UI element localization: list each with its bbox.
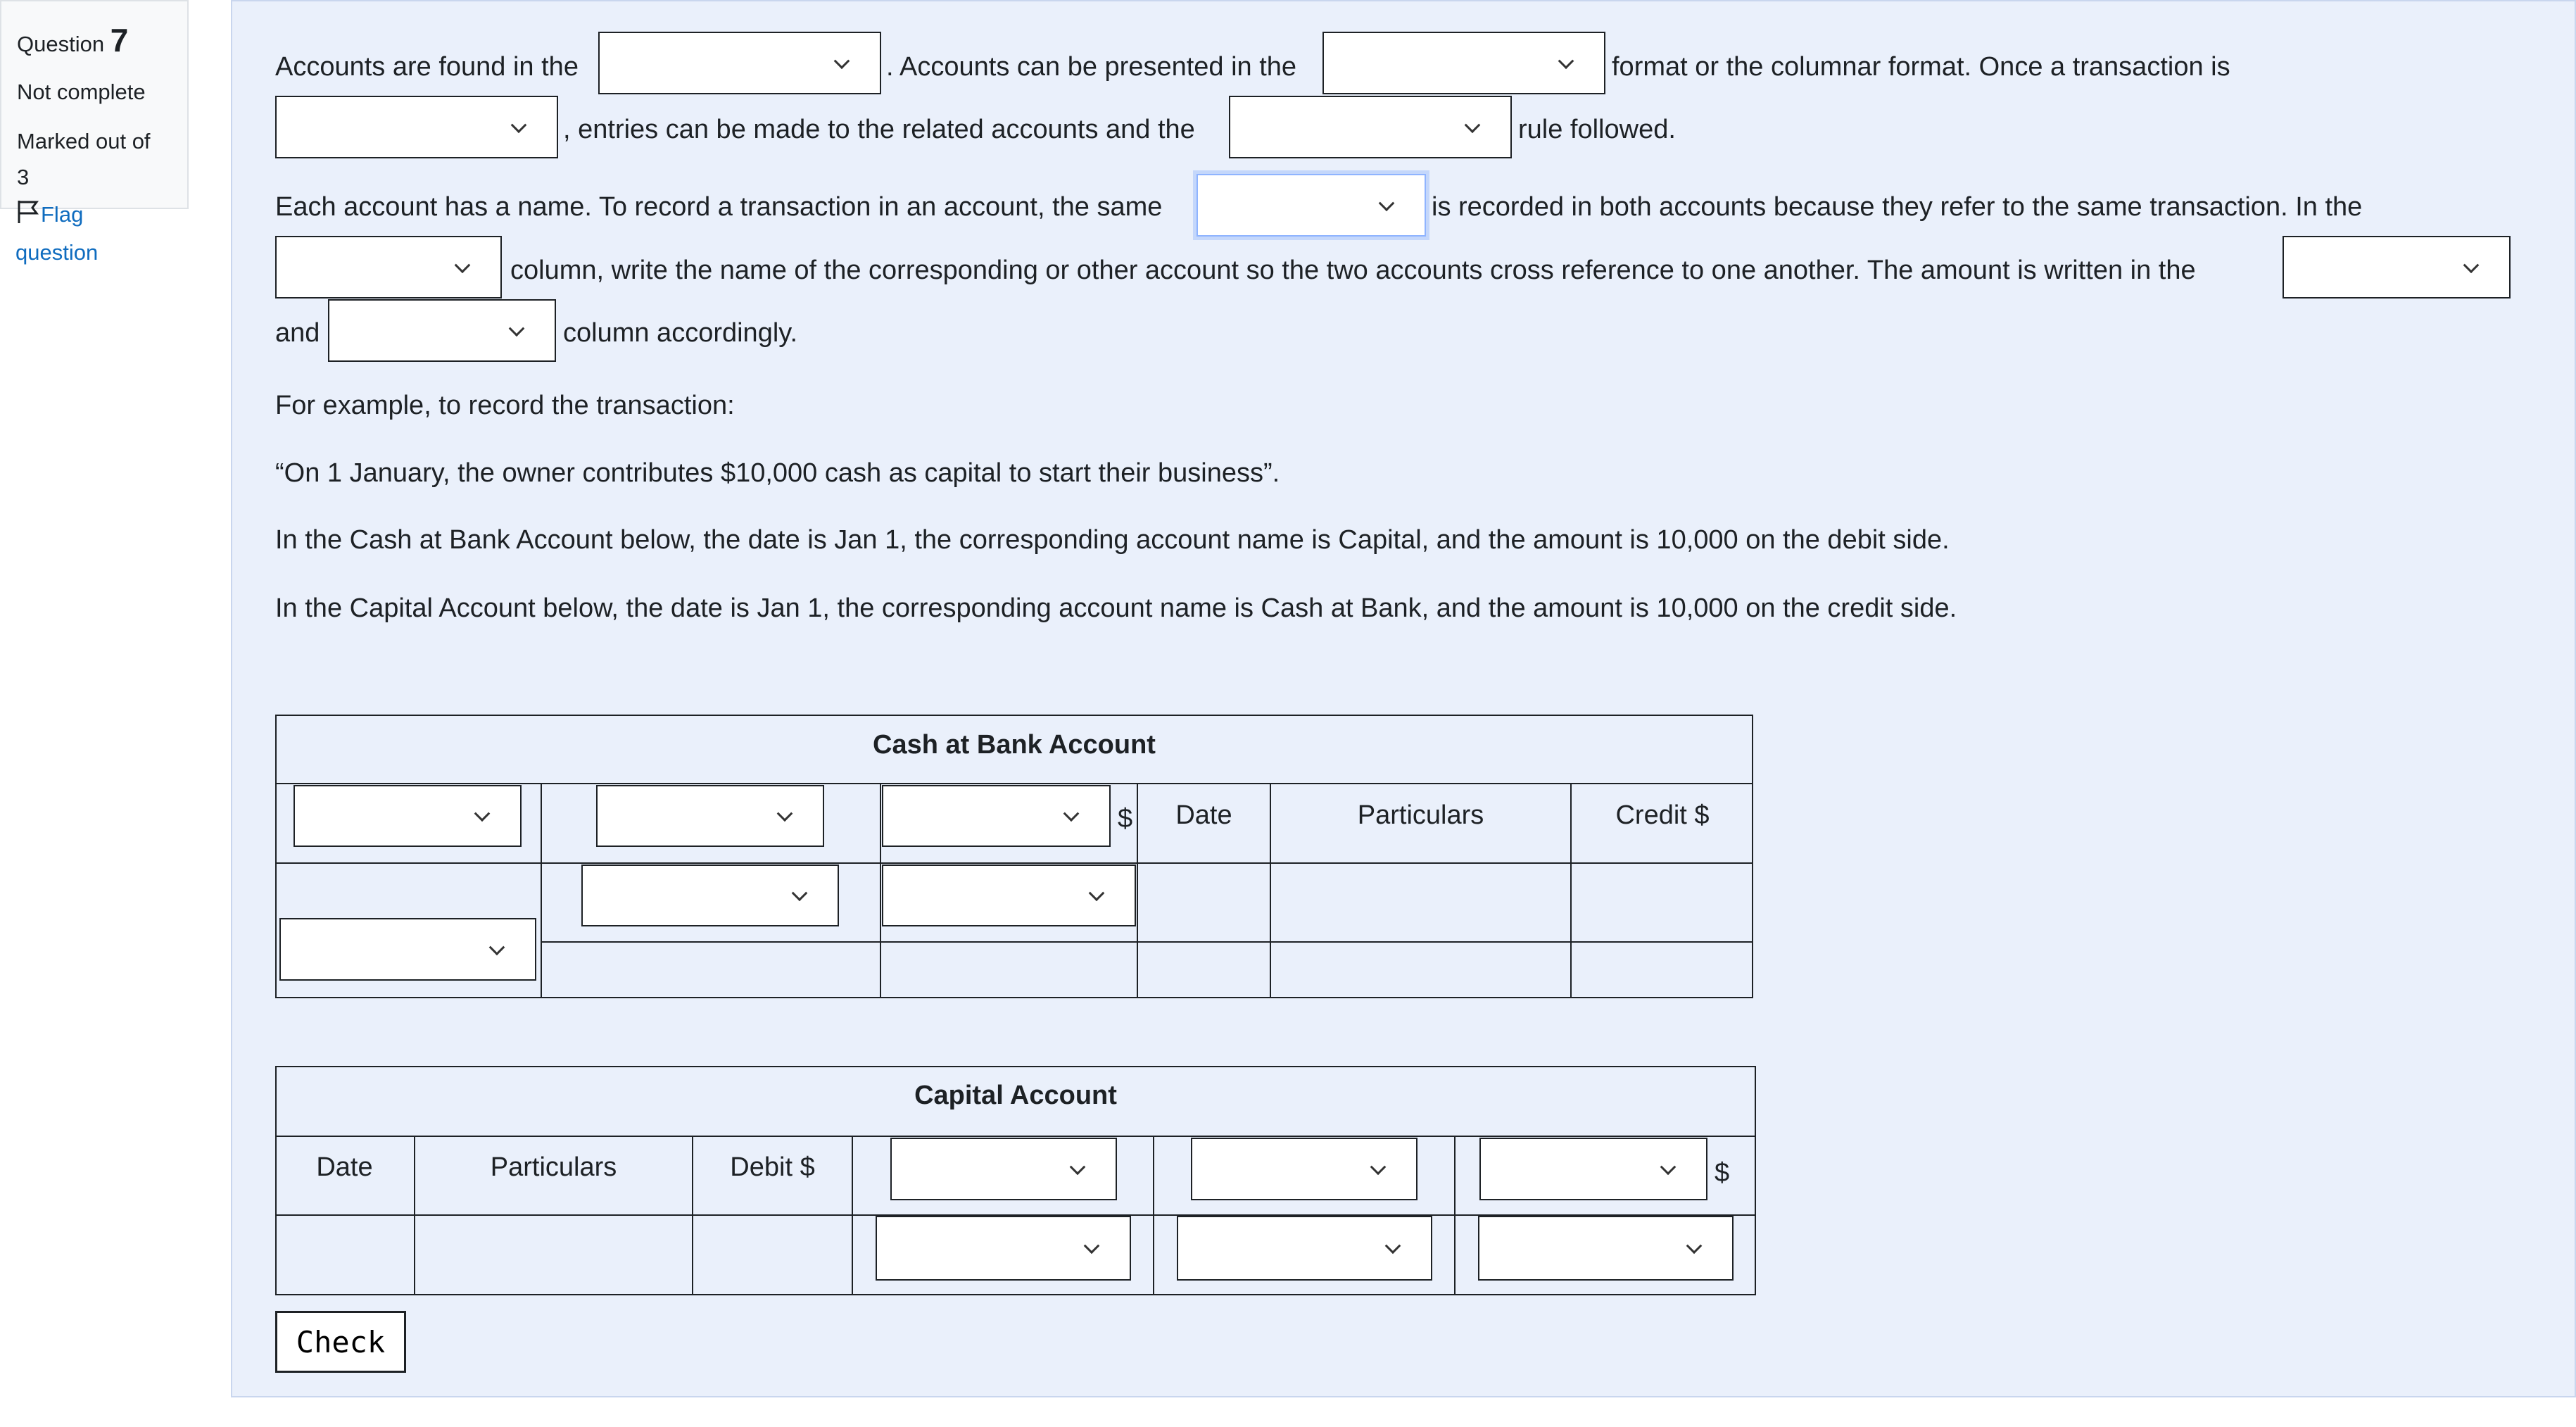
text-and: and <box>275 318 320 348</box>
chevron-down-icon <box>792 885 808 901</box>
capital-dropdown-particulars-header[interactable] <box>1191 1138 1418 1200</box>
text-example-quote: “On 1 January, the owner contributes $10,000 cash as capital to start their business”. <box>275 458 1280 488</box>
flag-label-2: question <box>15 239 99 265</box>
chevron-down-icon <box>509 320 525 337</box>
cash-table-title: Cash at Bank Account <box>873 730 1156 760</box>
text-capital-note: In the Capital Account below, the date is Jan 1, the corresponding account name is Cash at Bank, and the amount is 10,000 on the credit side. <box>275 593 1957 623</box>
chevron-down-icon <box>1465 117 1481 133</box>
question-mark <box>17 123 172 195</box>
cash-dropdown-debit-header[interactable] <box>882 785 1111 847</box>
cash-dollar-sign: $ <box>1118 804 1133 834</box>
chevron-down-icon <box>1660 1159 1677 1175</box>
cash-dropdown-particulars-header[interactable] <box>596 785 824 847</box>
cash-table-rule <box>880 783 881 998</box>
question-state: Not complete <box>17 80 146 105</box>
marked-label: Marked out of <box>17 129 151 154</box>
capital-table-rule <box>275 1136 1756 1137</box>
capital-particulars-header: Particulars <box>490 1152 617 1182</box>
text-cash-note: In the Cash at Bank Account below, the date is Jan 1, the corresponding account name is Capital, and the amount is 10,000 on the debit side. <box>275 525 1950 555</box>
cash-credit-particulars-header: Particulars <box>1357 800 1484 830</box>
text-columnar-format: format or the columnar format. Once a transaction is <box>1612 52 2230 82</box>
capital-dropdown-date-entry[interactable] <box>876 1216 1131 1281</box>
text-accounts-found: Accounts are found in the <box>275 52 579 82</box>
dropdown-entry-rule[interactable] <box>1229 96 1512 158</box>
capital-table-rule <box>1153 1136 1154 1295</box>
chevron-down-icon <box>511 117 527 133</box>
question-number-value: 7 <box>110 22 129 58</box>
flag-icon <box>15 199 41 235</box>
dropdown-column-name[interactable] <box>275 236 502 298</box>
capital-table-title: Capital Account <box>914 1081 1117 1110</box>
chevron-down-icon <box>474 805 491 822</box>
chevron-down-icon <box>777 805 793 822</box>
text-rule-followed: rule followed. <box>1518 115 1676 144</box>
check-button[interactable]: Check <box>275 1311 406 1373</box>
cash-credit-amount-header: Credit $ <box>1615 800 1710 830</box>
chevron-down-icon <box>1370 1159 1387 1175</box>
capital-dropdown-amount-entry[interactable] <box>1478 1216 1734 1281</box>
chevron-down-icon <box>1084 1238 1100 1254</box>
capital-date-header: Date <box>316 1152 373 1182</box>
cash-dropdown-particulars-entry[interactable] <box>581 865 839 926</box>
cash-credit-date-header: Date <box>1175 800 1232 830</box>
text-corresponding-account: column, write the name of the corresponding or other account so the two accounts cross reference to one another. The amount is written in the <box>510 256 2196 285</box>
chevron-down-icon <box>455 257 471 273</box>
chevron-down-icon <box>1063 805 1080 822</box>
chevron-down-icon <box>1558 53 1574 69</box>
dropdown-account-format[interactable] <box>1322 32 1605 94</box>
flag-question-link[interactable] <box>15 197 156 270</box>
dropdown-amount-column-1[interactable] <box>2283 236 2511 298</box>
cash-dropdown-amount-entry[interactable] <box>882 865 1136 926</box>
capital-debit-header: Debit $ <box>730 1152 815 1182</box>
chevron-down-icon <box>1089 885 1105 901</box>
chevron-down-icon <box>2463 257 2480 273</box>
capital-dollar-sign: $ <box>1715 1158 1730 1188</box>
question-info-panel <box>0 0 189 209</box>
dropdown-transaction-state[interactable] <box>275 96 558 158</box>
text-entries-made: , entries can be made to the related accounts and the <box>563 115 1195 144</box>
text-each-account: Each account has a name. To record a transaction in an account, the same <box>275 192 1163 222</box>
cash-dropdown-date-header[interactable] <box>293 785 522 847</box>
question-label: Question <box>17 32 105 56</box>
dropdown-accounts-location[interactable] <box>598 32 881 94</box>
capital-dropdown-credit-header[interactable] <box>1479 1138 1707 1200</box>
dropdown-amount-column-2[interactable] <box>328 299 556 362</box>
capital-dropdown-date-header[interactable] <box>890 1138 1117 1200</box>
capital-table-rule <box>1454 1136 1456 1295</box>
dropdown-same-item[interactable] <box>1197 174 1426 237</box>
cash-table-rule <box>541 783 542 998</box>
marked-value: 3 <box>17 165 30 190</box>
text-column-accordingly: column accordingly. <box>563 318 798 348</box>
chevron-down-icon <box>834 53 850 69</box>
chevron-down-icon <box>1385 1238 1401 1254</box>
cash-table-rule <box>275 862 1753 864</box>
chevron-down-icon <box>1686 1238 1703 1254</box>
chevron-down-icon <box>489 939 505 955</box>
flag-label-1: Flag <box>41 202 84 227</box>
chevron-down-icon <box>1379 195 1395 211</box>
chevron-down-icon <box>1070 1159 1086 1175</box>
question-number <box>17 15 172 65</box>
capital-table-rule <box>852 1136 853 1295</box>
text-recorded-both: is recorded in both accounts because they refer to the same transaction. In the <box>1432 192 2363 222</box>
capital-dropdown-particulars-entry[interactable] <box>1177 1216 1432 1281</box>
cash-table-rule <box>275 783 1753 784</box>
text-example-intro: For example, to record the transaction: <box>275 391 735 420</box>
text-presented-in: . Accounts can be presented in the <box>886 52 1297 82</box>
cash-dropdown-date-entry[interactable] <box>279 918 536 981</box>
